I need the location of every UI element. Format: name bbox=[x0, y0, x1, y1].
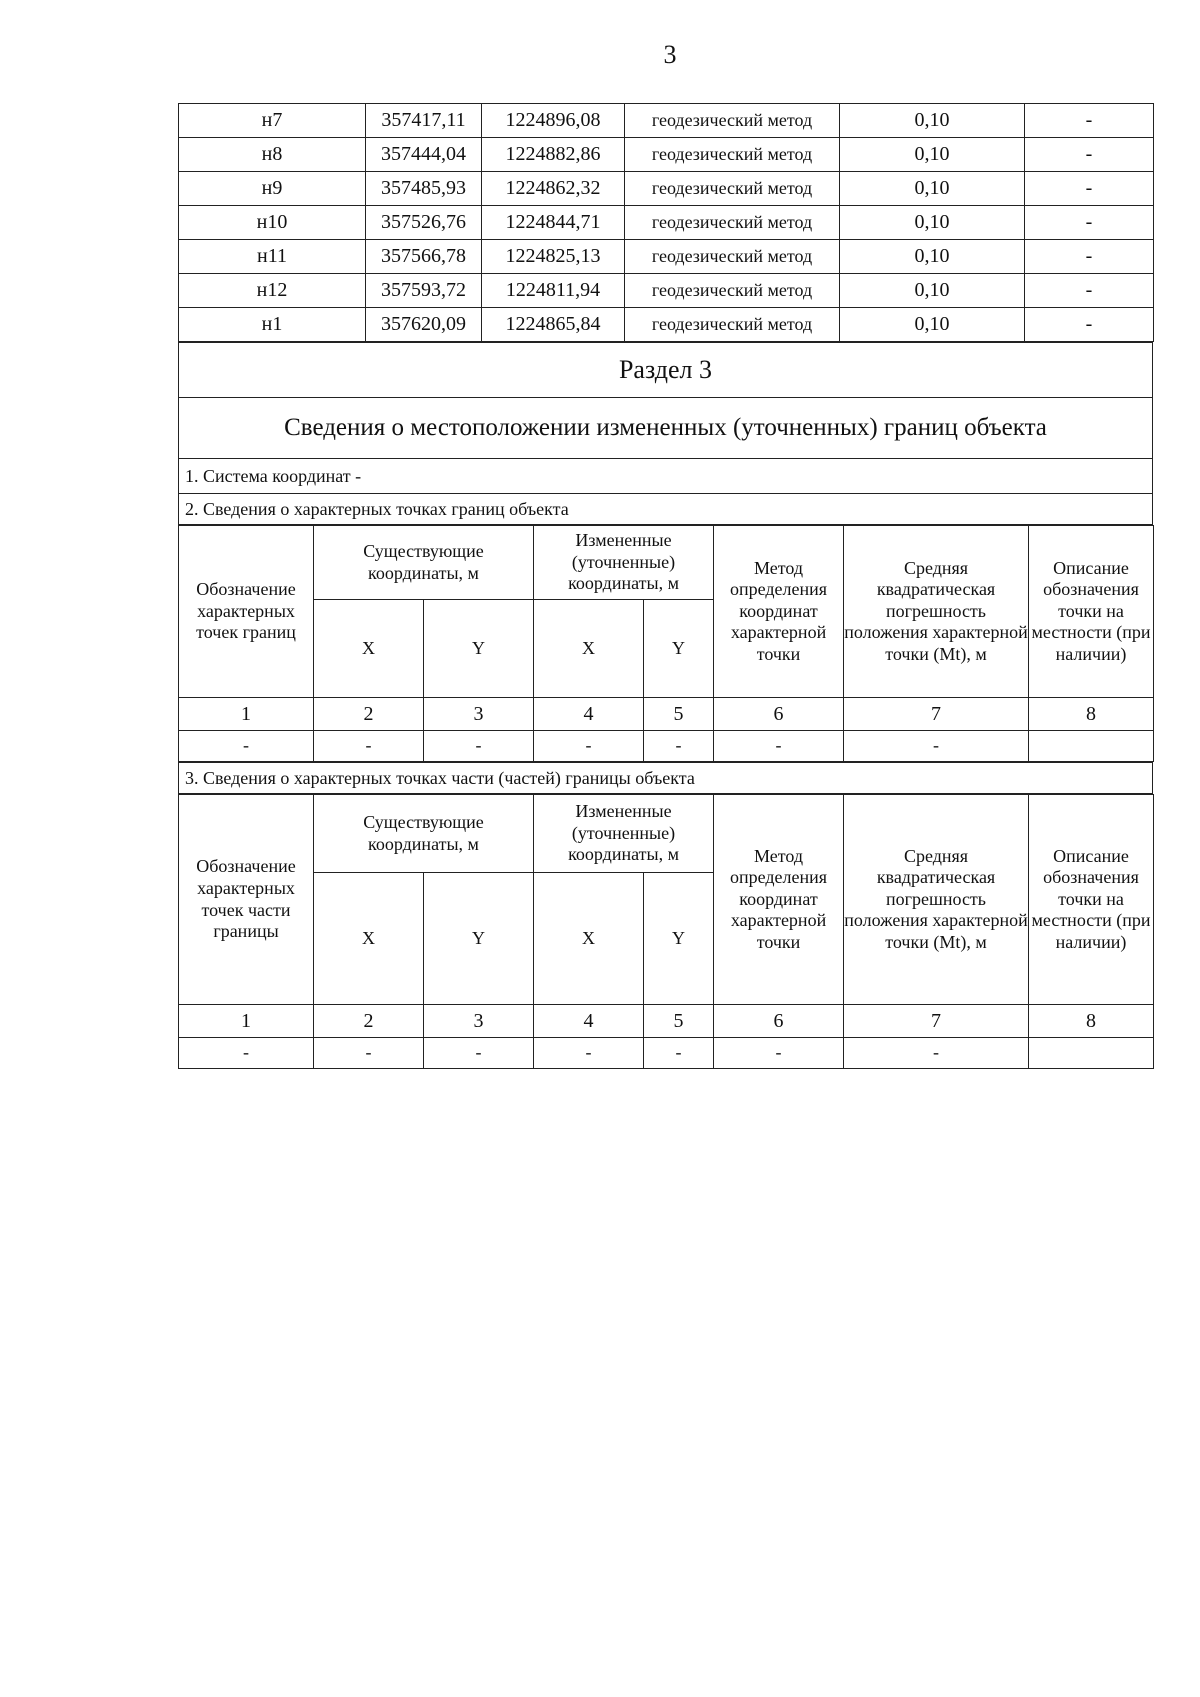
table-cell: - bbox=[644, 731, 714, 762]
col-method: Метод определения координат характерной точки bbox=[714, 526, 844, 698]
column-number: 4 bbox=[534, 698, 644, 731]
table-cell bbox=[1029, 1038, 1154, 1069]
point-row bbox=[179, 240, 1154, 274]
axis-y: Y bbox=[424, 600, 534, 698]
axis-x: X bbox=[534, 600, 644, 698]
boundary-points-table bbox=[178, 525, 1154, 762]
point-row bbox=[179, 206, 1154, 240]
point-method: геодезический метод bbox=[625, 206, 840, 240]
point-accuracy: 0,10 bbox=[840, 206, 1025, 240]
point-row bbox=[179, 138, 1154, 172]
table-cell: - bbox=[314, 1038, 424, 1069]
table-cell: - bbox=[179, 1038, 314, 1069]
table-cell: - bbox=[714, 731, 844, 762]
column-number: 6 bbox=[714, 1005, 844, 1038]
col-existing: Существующие координаты, м bbox=[314, 795, 534, 873]
col-method: Метод определения координат характерной точки bbox=[714, 795, 844, 1005]
section-3 bbox=[178, 342, 1153, 525]
point-y: 1224865,84 bbox=[482, 308, 625, 342]
table-cell: - bbox=[534, 1038, 644, 1069]
column-numbers-row bbox=[179, 698, 1154, 731]
table-cell: - bbox=[844, 1038, 1029, 1069]
point-accuracy: 0,10 bbox=[840, 240, 1025, 274]
point-id: н8 bbox=[179, 138, 366, 172]
point-x: 357417,11 bbox=[366, 104, 482, 138]
point-description: - bbox=[1025, 240, 1154, 274]
column-number: 8 bbox=[1029, 698, 1154, 731]
point-x: 357444,04 bbox=[366, 138, 482, 172]
point-description: - bbox=[1025, 206, 1154, 240]
point-accuracy: 0,10 bbox=[840, 308, 1025, 342]
axis-x: X bbox=[314, 600, 424, 698]
axis-x: X bbox=[534, 873, 644, 1005]
point-id: н9 bbox=[179, 172, 366, 206]
point-accuracy: 0,10 bbox=[840, 172, 1025, 206]
point-method: геодезический метод bbox=[625, 172, 840, 206]
column-number: 2 bbox=[314, 698, 424, 731]
point-description: - bbox=[1025, 104, 1154, 138]
point-id: н12 bbox=[179, 274, 366, 308]
point-x: 357620,09 bbox=[366, 308, 482, 342]
point-x: 357485,93 bbox=[366, 172, 482, 206]
table-cell bbox=[1029, 731, 1154, 762]
table-cell: - bbox=[644, 1038, 714, 1069]
part3-header bbox=[178, 762, 1153, 794]
point-method: геодезический метод bbox=[625, 104, 840, 138]
section-title: Раздел 3 bbox=[179, 343, 1153, 398]
point-method: геодезический метод bbox=[625, 274, 840, 308]
point-y: 1224811,94 bbox=[482, 274, 625, 308]
point-row bbox=[179, 104, 1154, 138]
point-id: н11 bbox=[179, 240, 366, 274]
point-method: геодезический метод bbox=[625, 240, 840, 274]
table-cell: - bbox=[424, 731, 534, 762]
table-cell: - bbox=[314, 731, 424, 762]
col-accuracy: Средняя квадратическая погрешность положения характерной точки (Mt), м bbox=[844, 526, 1029, 698]
column-number: 7 bbox=[844, 698, 1029, 731]
point-row bbox=[179, 308, 1154, 342]
col-changed: Измененные (уточненные) координаты, м bbox=[534, 795, 714, 873]
column-number: 5 bbox=[644, 1005, 714, 1038]
part2-title: 2. Сведения о характерных точках границ объекта bbox=[179, 494, 1153, 525]
point-y: 1224862,32 bbox=[482, 172, 625, 206]
col-description: Описание обозначения точки на местности (при наличии) bbox=[1029, 795, 1154, 1005]
col-existing: Существующие координаты, м bbox=[314, 526, 534, 600]
point-description: - bbox=[1025, 308, 1154, 342]
col-description: Описание обозначения точки на местности (при наличии) bbox=[1029, 526, 1154, 698]
table-row bbox=[179, 731, 1154, 762]
point-row bbox=[179, 274, 1154, 308]
column-number: 8 bbox=[1029, 1005, 1154, 1038]
column-numbers-row bbox=[179, 1005, 1154, 1038]
point-row bbox=[179, 172, 1154, 206]
point-x: 357593,72 bbox=[366, 274, 482, 308]
document-body bbox=[178, 103, 1153, 1069]
column-number: 1 bbox=[179, 1005, 314, 1038]
point-y: 1224882,86 bbox=[482, 138, 625, 172]
table-cell: - bbox=[844, 731, 1029, 762]
column-number: 7 bbox=[844, 1005, 1029, 1038]
point-y: 1224896,08 bbox=[482, 104, 625, 138]
axis-x: X bbox=[314, 873, 424, 1005]
point-accuracy: 0,10 bbox=[840, 274, 1025, 308]
column-number: 4 bbox=[534, 1005, 644, 1038]
column-number: 3 bbox=[424, 698, 534, 731]
column-number: 6 bbox=[714, 698, 844, 731]
col-designation: Обозначение характерных точек границ bbox=[179, 526, 314, 698]
page-number: 3 bbox=[663, 40, 677, 69]
point-method: геодезический метод bbox=[625, 308, 840, 342]
column-number: 3 bbox=[424, 1005, 534, 1038]
col-accuracy: Средняя квадратическая погрешность положения характерной точки (Mt), м bbox=[844, 795, 1029, 1005]
point-description: - bbox=[1025, 172, 1154, 206]
part-boundary-points-table bbox=[178, 794, 1154, 1069]
table-cell: - bbox=[424, 1038, 534, 1069]
point-id: н7 bbox=[179, 104, 366, 138]
table-cell: - bbox=[534, 731, 644, 762]
point-x: 357566,78 bbox=[366, 240, 482, 274]
point-y: 1224825,13 bbox=[482, 240, 625, 274]
axis-y: Y bbox=[644, 600, 714, 698]
point-description: - bbox=[1025, 274, 1154, 308]
axis-y: Y bbox=[644, 873, 714, 1005]
point-y: 1224844,71 bbox=[482, 206, 625, 240]
point-method: геодезический метод bbox=[625, 138, 840, 172]
point-id: н10 bbox=[179, 206, 366, 240]
point-id: н1 bbox=[179, 308, 366, 342]
points-table bbox=[178, 103, 1154, 342]
axis-y: Y bbox=[424, 873, 534, 1005]
col-changed: Измененные (уточненные) координаты, м bbox=[534, 526, 714, 600]
table-cell: - bbox=[179, 731, 314, 762]
part3-title: 3. Сведения о характерных точках части (частей) границы объекта bbox=[179, 763, 1153, 794]
col-designation: Обозначение характерных точек части границы bbox=[179, 795, 314, 1005]
table-row bbox=[179, 1038, 1154, 1069]
point-x: 357526,76 bbox=[366, 206, 482, 240]
coordinate-system: 1. Система координат - bbox=[179, 459, 1153, 494]
column-number: 2 bbox=[314, 1005, 424, 1038]
table-cell: - bbox=[714, 1038, 844, 1069]
column-number: 5 bbox=[644, 698, 714, 731]
point-accuracy: 0,10 bbox=[840, 138, 1025, 172]
point-accuracy: 0,10 bbox=[840, 104, 1025, 138]
column-number: 1 bbox=[179, 698, 314, 731]
section-subtitle: Сведения о местоположении измененных (уточненных) границ объекта bbox=[179, 398, 1153, 459]
point-description: - bbox=[1025, 138, 1154, 172]
